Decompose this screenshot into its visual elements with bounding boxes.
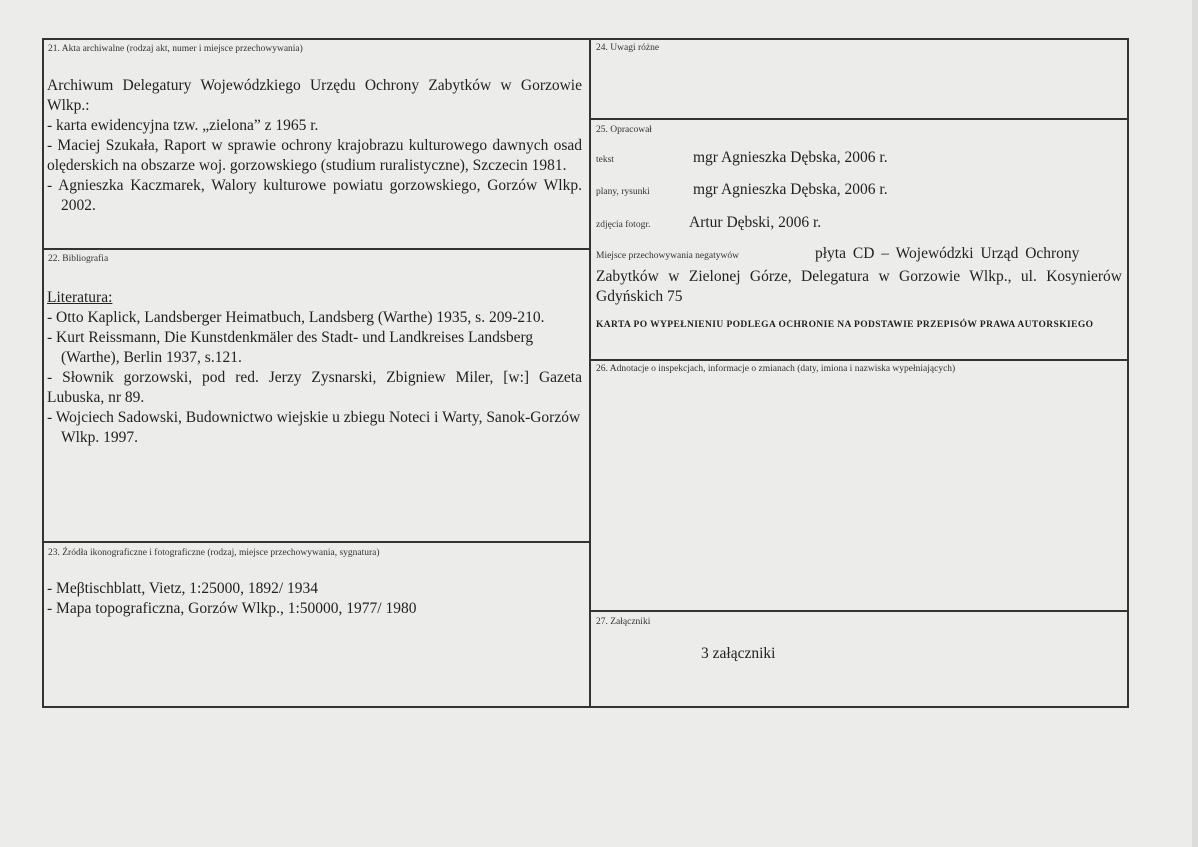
- bibliography-item-1: - Otto Kaplick, Landsberger Heimatbuch, Landsberg (Warthe) 1935, s. 209-210.: [47, 309, 545, 326]
- plany-label: plany, rysunki: [596, 187, 650, 197]
- section-25-label: 25. Opracował: [596, 125, 652, 135]
- frame-bottom-border: [42, 706, 1129, 708]
- attachments-value: 3 załączniki: [701, 645, 776, 662]
- frame-top-border: [42, 38, 1129, 40]
- section-24-label: 24. Uwagi różne: [596, 43, 660, 53]
- section-21-intro: Archiwum Delegatury Wojewódzkiego Urzędu Ochrony Zabytków w Gorzowie Wlkp.:: [47, 77, 582, 114]
- section-26-label: 26. Adnotacje o inspekcjach, informacje o zmianach (daty, imiona i nazwiska wypełniających): [596, 364, 956, 374]
- tekst-label: tekst: [596, 155, 614, 165]
- divider-25-26: [589, 359, 1129, 361]
- bibliography-item-2: - Kurt Reissmann, Die Kunstdenkmäler des Stadt- und Landkreises Landsberg (Warthe), Berlin 1937, s.121.: [47, 329, 534, 366]
- zdjecia-label: zdjęcia fotogr.: [596, 220, 651, 230]
- source-item-1: - Meβtischblatt, Vietz, 1:25000, 1892/ 1934: [47, 580, 319, 597]
- section-21-label: 21. Akta archiwalne (rodzaj akt, numer i miejsce przechowywania): [48, 44, 303, 54]
- plany-value: mgr Agnieszka Dębska, 2006 r.: [693, 181, 888, 198]
- bibliography-item-3: - Słownik gorzowski, pod red. Jerzy Zysnarski, Zbigniew Miler, [w:] Gazeta Lubuska, nr 89.: [47, 369, 582, 406]
- miejsce-label: Miejsce przechowywania negatywów: [596, 251, 739, 261]
- source-item-2: - Mapa topograficzna, Gorzów Wlkp., 1:50000, 1977/ 1980: [47, 600, 417, 617]
- section-21-body: [47, 76, 582, 216]
- divider-26-27: [589, 610, 1129, 612]
- frame-right-border: [1127, 38, 1129, 707]
- zdjecia-value: Artur Dębski, 2006 r.: [689, 214, 822, 231]
- page-edge: [1192, 0, 1198, 847]
- copyright-notice: KARTA PO WYPEŁNIENIU PODLEGA OCHRONIE NA PODSTAWIE PRZEPISÓW PRAWA AUTORSKIEGO: [596, 320, 1094, 330]
- literature-heading: Literatura:: [47, 289, 113, 306]
- section-21-item-3: - Agnieszka Kaczmarek, Walory kulturowe powiatu gorzowskiego, Gorzów Wlkp. 2002.: [47, 177, 582, 214]
- section-23-label: 23. Źródła ikonograficzne i fotograficzne (rodzaj, miejsce przechowywania, sygnatura): [48, 548, 380, 558]
- miejsce-value-rest: Zabytków w Zielonej Górze, Delegatura w Gorzowie Wlkp., ul. Kosynierów Gdyńskich 75: [596, 268, 1122, 305]
- bibliography-item-4: - Wojciech Sadowski, Budownictwo wiejskie u zbiegu Noteci i Warty, Sanok-Gorzów Wlkp. 1997.: [47, 409, 581, 446]
- section-21-item-1: - karta ewidencyjna tzw. „zielona” z 1965 r.: [47, 117, 319, 134]
- divider-21-22: [42, 248, 590, 250]
- divider-24-25: [589, 118, 1129, 120]
- section-27-label: 27. Załączniki: [596, 617, 651, 627]
- frame-center-divider: [589, 38, 591, 707]
- section-22-label: 22. Bibliografia: [48, 254, 109, 264]
- section-22-body: [47, 288, 582, 448]
- frame-left-border: [42, 38, 44, 707]
- section-21-item-2: - Maciej Szukała, Raport w sprawie ochrony krajobrazu kulturowego dawnych osad olęderskich na obszarze woj. gorzowskiego (studium ruralistyczne), Szczecin 1981.: [47, 137, 582, 174]
- divider-22-23: [42, 541, 590, 543]
- miejsce-value-first-line: płyta CD – Wojewódzki Urząd Ochrony: [815, 245, 1080, 262]
- tekst-value: mgr Agnieszka Dębska, 2006 r.: [693, 149, 888, 166]
- section-23-body: [47, 579, 582, 619]
